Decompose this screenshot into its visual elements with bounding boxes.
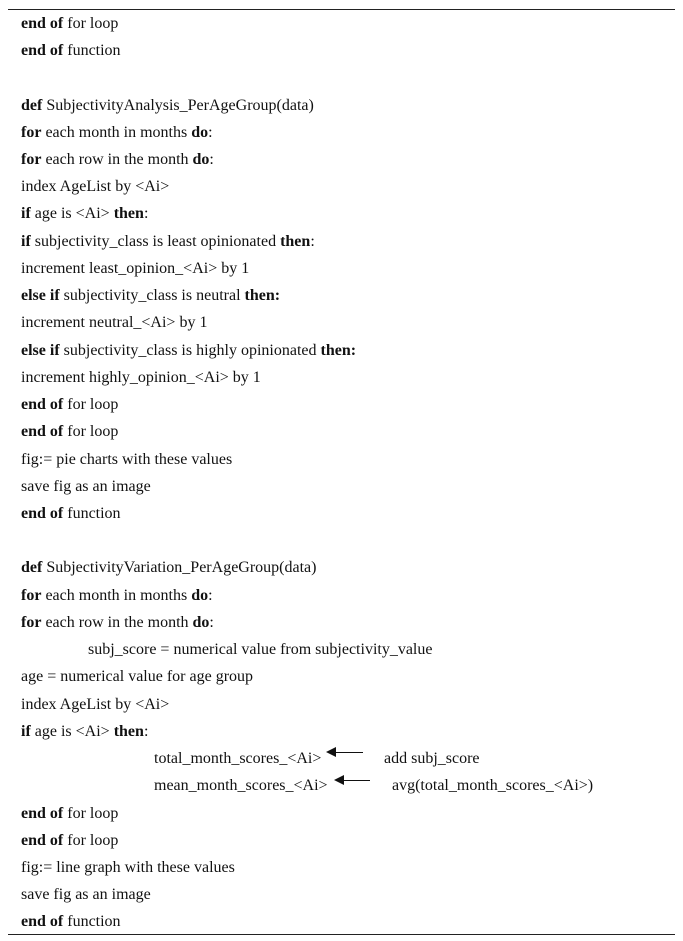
algorithm-line: index AgeList by <Ai> [21, 696, 170, 713]
algorithm-line: else if subjectivity_class is highly opinionated then: [21, 342, 357, 359]
assignment-target: total_month_scores_<Ai> [154, 750, 322, 767]
function-definition: def SubjectivityVariation_PerAgeGroup(data) [21, 559, 317, 576]
left-arrow-icon [328, 752, 363, 753]
assignment-value: add subj_score [384, 750, 480, 767]
algorithm-line: for each row in the month do: [21, 151, 214, 168]
top-rule [8, 9, 675, 10]
algorithm-line: end of function [21, 42, 121, 59]
algorithm-line: fig:= pie charts with these values [21, 451, 233, 468]
algorithm-line: if age is <Ai> then: [21, 205, 149, 222]
algorithm-line: end of for loop [21, 396, 119, 413]
algorithm-line: end of for loop [21, 805, 119, 822]
algorithm-line: if subjectivity_class is least opinionated then: [21, 233, 315, 250]
algorithm-line: increment least_opinion_<Ai> by 1 [21, 260, 250, 277]
function-definition: def SubjectivityAnalysis_PerAgeGroup(data) [21, 97, 314, 114]
algorithm-line: fig:= line graph with these values [21, 859, 235, 876]
assignment-target: mean_month_scores_<Ai> [154, 777, 328, 794]
algorithm-line: end of function [21, 505, 121, 522]
left-arrow-icon [336, 780, 370, 781]
algorithm-line: for each month in months do: [21, 587, 213, 604]
algorithm-line: if age is <Ai> then: [21, 723, 149, 740]
algorithm-line: index AgeList by <Ai> [21, 178, 170, 195]
algorithm-line: for each month in months do: [21, 124, 213, 141]
algorithm-line: for each row in the month do: [21, 614, 214, 631]
algorithm-line: end of for loop [21, 832, 119, 849]
algorithm-line: increment neutral_<Ai> by 1 [21, 314, 208, 331]
algorithm-line: end of for loop [21, 423, 119, 440]
algorithm-line: subj_score = numerical value from subjectivity_value [88, 641, 433, 658]
algorithm-line: end of function [21, 913, 121, 930]
bottom-rule [8, 934, 675, 935]
algorithm-line: save fig as an image [21, 886, 151, 903]
assignment-value: avg(total_month_scores_<Ai>) [392, 777, 594, 794]
algorithm-line: save fig as an image [21, 478, 151, 495]
algorithm-line: age = numerical value for age group [21, 668, 254, 685]
algorithm-line: end of for loop [21, 15, 119, 32]
algorithm-line: increment highly_opinion_<Ai> by 1 [21, 369, 261, 386]
algorithm-line: else if subjectivity_class is neutral then: [21, 287, 281, 304]
